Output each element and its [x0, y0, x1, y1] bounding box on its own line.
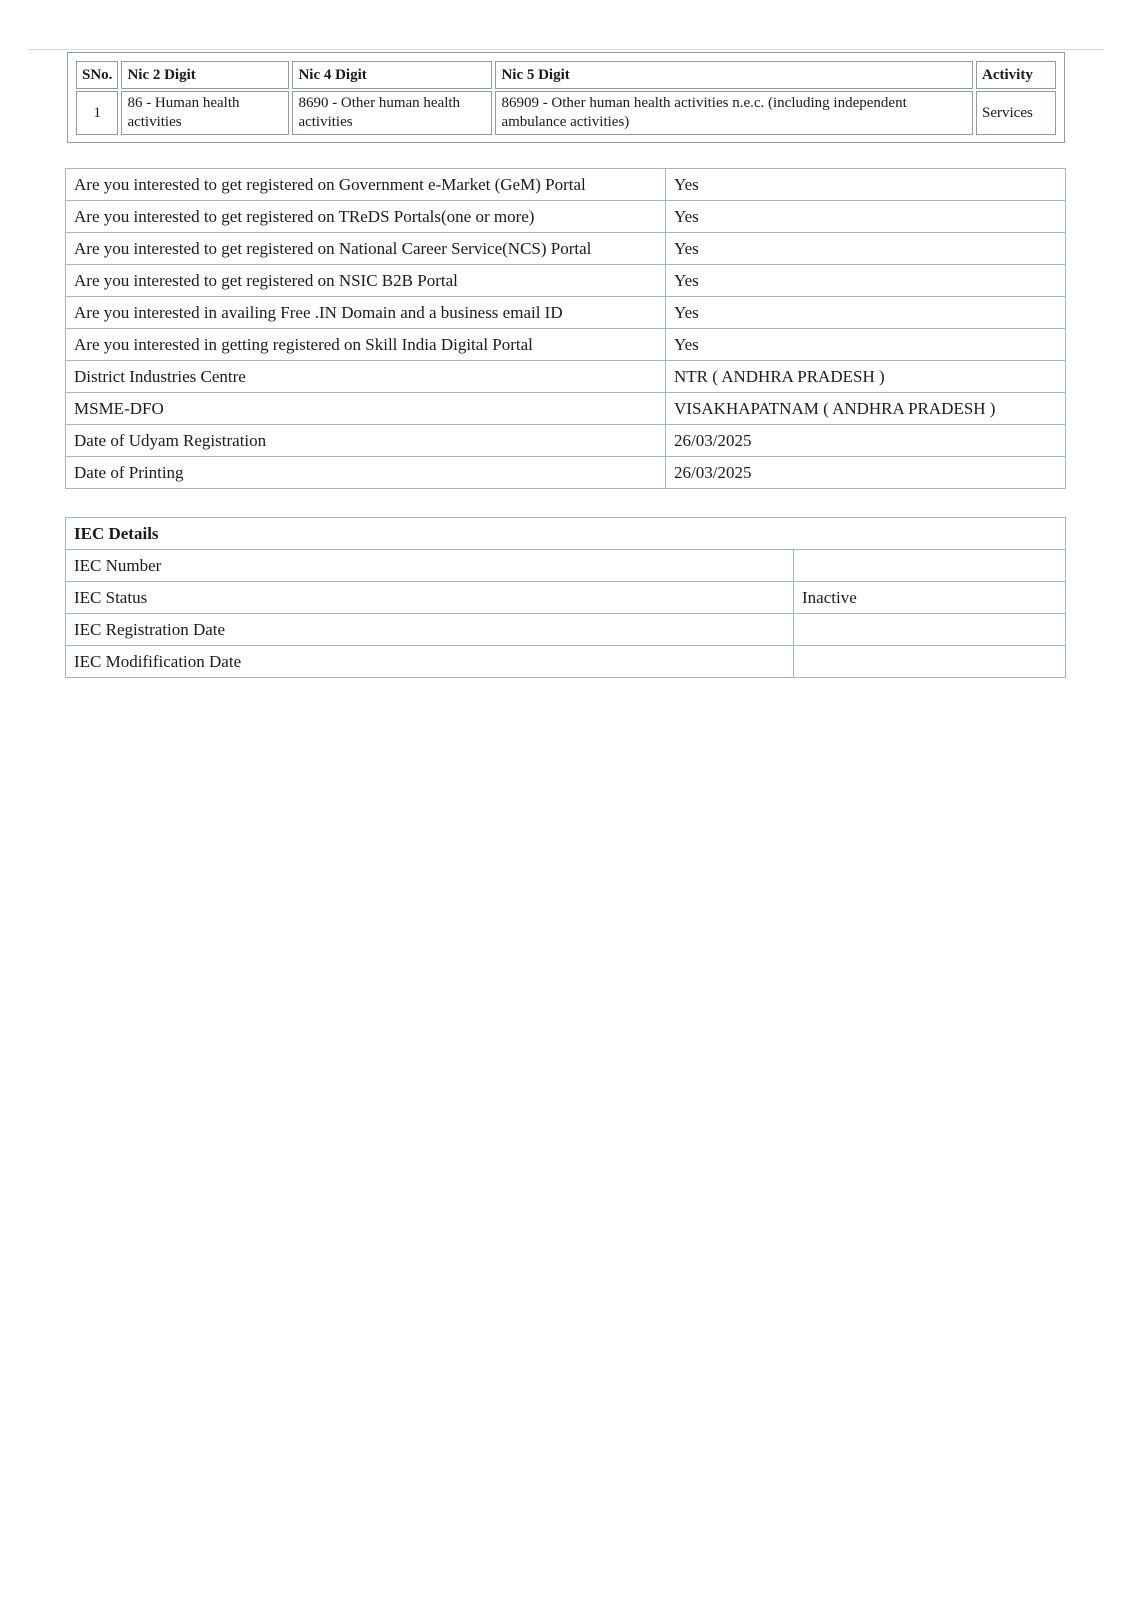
field-value-cell [794, 550, 1066, 582]
table-row [66, 265, 1066, 297]
nic-header-nic4: Nic 4 Digit [292, 61, 492, 89]
question-label-cell: Are you interested to get registered on National Career Service(NCS) Portal [66, 233, 666, 265]
answer-value-cell: Yes [666, 265, 1066, 297]
iec-title-row [66, 518, 1066, 550]
question-label-cell: Are you interested to get registered on TReDS Portals(one or more) [66, 201, 666, 233]
field-label-cell: IEC Status [66, 582, 794, 614]
nic-header-sno: SNo. [76, 61, 118, 89]
field-label-cell: IEC Number [66, 550, 794, 582]
field-label-cell: IEC Registration Date [66, 614, 794, 646]
field-value-cell: VISAKHAPATNAM ( ANDHRA PRADESH ) [666, 393, 1066, 425]
nic-activity-cell: Services [976, 91, 1056, 135]
nic-sno-cell: 1 [76, 91, 118, 135]
answer-value-cell: Yes [666, 169, 1066, 201]
field-label-cell: MSME-DFO [66, 393, 666, 425]
nic-data-row [76, 91, 1056, 135]
nic-header-nic5: Nic 5 Digit [495, 61, 973, 89]
field-value-cell: NTR ( ANDHRA PRADESH ) [666, 361, 1066, 393]
field-value-cell: 26/03/2025 [666, 425, 1066, 457]
field-label-cell: Date of Udyam Registration [66, 425, 666, 457]
table-row [66, 614, 1066, 646]
question-label-cell: Are you interested to get registered on Government e-Market (GeM) Portal [66, 169, 666, 201]
table-row [66, 233, 1066, 265]
answer-value-cell: Yes [666, 201, 1066, 233]
table-row [66, 646, 1066, 678]
nic-header-activity: Activity [976, 61, 1056, 89]
table-row [66, 582, 1066, 614]
field-value-cell [794, 646, 1066, 678]
table-row [66, 425, 1066, 457]
field-label-cell: District Industries Centre [66, 361, 666, 393]
field-label-cell: IEC Modifification Date [66, 646, 794, 678]
iec-details-table [65, 517, 1066, 678]
table-row [66, 201, 1066, 233]
field-value-cell: 26/03/2025 [666, 457, 1066, 489]
previous-table-bottom-edge [28, 49, 1104, 50]
field-value-cell: Inactive [794, 582, 1066, 614]
answer-value-cell: Yes [666, 297, 1066, 329]
nic4-cell: 8690 - Other human health activities [292, 91, 492, 135]
nic-header-row [76, 61, 1056, 89]
table-row [66, 297, 1066, 329]
iec-details-title: IEC Details [66, 518, 1066, 550]
answer-value-cell: Yes [666, 233, 1066, 265]
nic5-cell: 86909 - Other human health activities n.e.c. (including independent ambulance activities) [495, 91, 973, 135]
table-row [66, 393, 1066, 425]
table-row [66, 169, 1066, 201]
table-row [66, 550, 1066, 582]
question-label-cell: Are you interested in getting registered on Skill India Digital Portal [66, 329, 666, 361]
nic2-cell: 86 - Human health activities [121, 91, 289, 135]
table-row [66, 457, 1066, 489]
nic-activity-table [73, 59, 1059, 137]
registration-details-table [65, 168, 1066, 489]
question-label-cell: Are you interested to get registered on NSIC B2B Portal [66, 265, 666, 297]
question-label-cell: Are you interested in availing Free .IN Domain and a business email ID [66, 297, 666, 329]
answer-value-cell: Yes [666, 329, 1066, 361]
nic-header-nic2: Nic 2 Digit [121, 61, 289, 89]
table-row [66, 361, 1066, 393]
table-row [66, 329, 1066, 361]
field-label-cell: Date of Printing [66, 457, 666, 489]
nic-activity-table-box [67, 52, 1065, 143]
field-value-cell [794, 614, 1066, 646]
